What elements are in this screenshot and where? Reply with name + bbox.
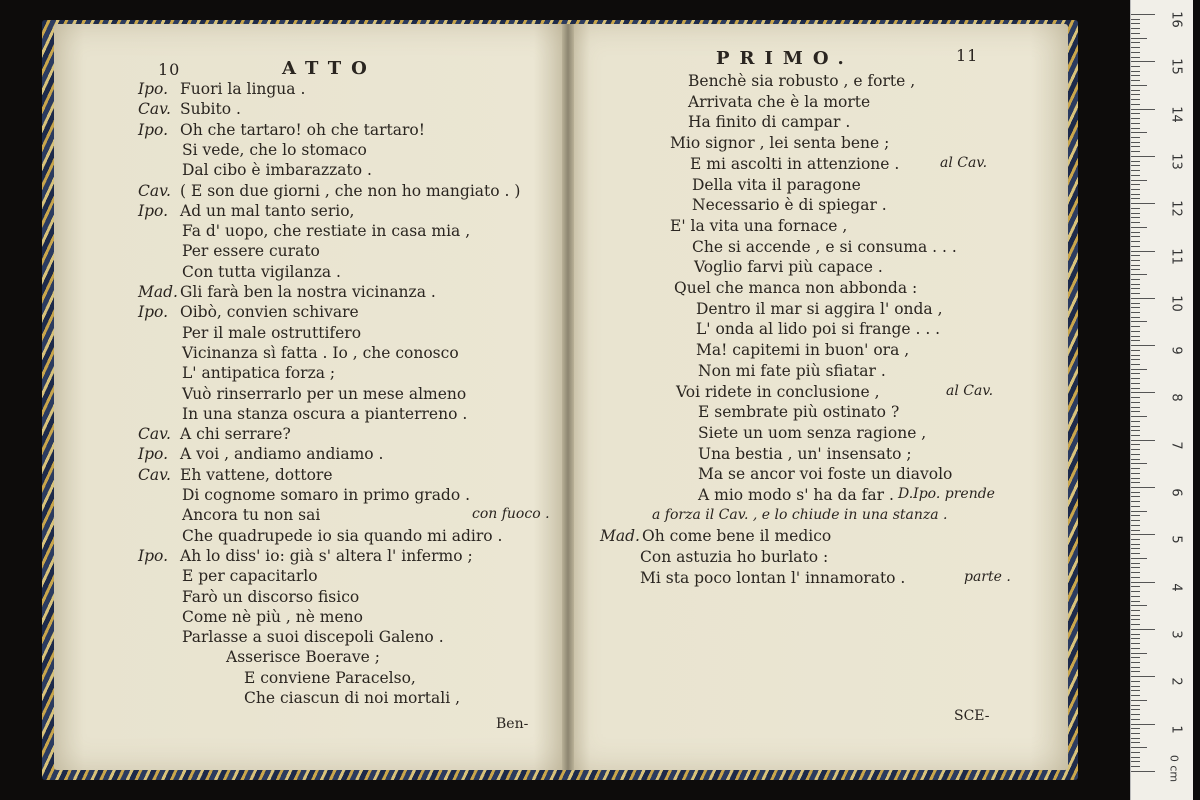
ruler-tick: [1131, 482, 1140, 483]
ruler-number: 10: [1168, 295, 1184, 312]
ruler-tick: [1131, 28, 1140, 29]
ruler-tick: [1131, 638, 1140, 639]
verse-line: Si vede, che lo stomaco: [182, 140, 367, 159]
verse-line: Fa d' uopo, che restiate in casa mia ,: [182, 222, 471, 241]
verse-line: Ma! capitemi in buon' ora ,: [696, 341, 910, 360]
stage-direction: parte .: [964, 568, 1011, 585]
speaker-name: Mad.: [600, 527, 640, 546]
right-running-head: PRIMO.: [716, 48, 854, 69]
ruler-tick: [1131, 709, 1140, 710]
ruler-tick: [1131, 274, 1147, 275]
ruler-tick: [1131, 705, 1140, 706]
verse-line: Subito .: [180, 100, 241, 119]
ruler-tick: [1131, 364, 1140, 365]
ruler-tick: [1131, 194, 1140, 195]
ruler-tick: [1131, 288, 1140, 289]
ruler-number: 9: [1168, 346, 1184, 355]
ruler-tick: [1131, 681, 1140, 682]
ruler-tick: [1131, 151, 1140, 152]
ruler-tick: [1131, 165, 1140, 166]
ruler-tick: [1131, 733, 1140, 734]
verse-line: Dentro il mar si aggira l' onda ,: [696, 299, 943, 318]
ruler-tick: [1131, 690, 1140, 691]
ruler-tick: [1131, 700, 1147, 701]
ruler-tick: [1131, 128, 1140, 129]
ruler-tick: [1131, 142, 1140, 143]
ruler-tick: [1131, 279, 1140, 280]
ruler-tick: [1131, 208, 1140, 209]
ruler-tick: [1131, 591, 1140, 592]
ruler-tick: [1131, 369, 1147, 370]
verse-line: A voi , andiamo andiamo .: [180, 445, 384, 464]
verse-line: Come nè più , nè meno: [182, 607, 363, 626]
ruler-tick: [1131, 402, 1140, 403]
ruler-tick: [1131, 359, 1140, 360]
ruler-tick: [1131, 307, 1140, 308]
ruler-tick: [1131, 336, 1140, 337]
ruler-tick: [1131, 719, 1140, 720]
verse-line: L' antipatica forza ;: [182, 364, 336, 383]
ruler-tick: [1131, 468, 1140, 469]
ruler-tick: [1131, 317, 1140, 318]
ruler-tick: [1131, 766, 1140, 767]
ruler-tick: [1131, 454, 1140, 455]
verse-line: Per essere curato: [182, 242, 320, 261]
verse-line: Che si accende , e si consuma . . .: [692, 237, 957, 256]
ruler-tick: [1131, 435, 1140, 436]
ruler-tick: [1131, 222, 1140, 223]
ruler-tick: [1131, 265, 1140, 266]
ruler-tick: [1131, 634, 1140, 635]
left-running-head: ATTO: [282, 58, 377, 79]
ruler-tick: [1131, 407, 1140, 408]
ruler-number: 14: [1168, 105, 1184, 123]
ruler-tick: [1131, 463, 1147, 464]
verse-line: Della vita il paragone: [692, 175, 861, 194]
speaker-name: Ipo.: [138, 546, 169, 565]
verse-line: Con astuzia ho burlato :: [640, 548, 829, 567]
ruler-tick: [1131, 601, 1140, 602]
ruler-number: 2: [1168, 677, 1184, 686]
ruler-tick: [1131, 478, 1140, 479]
ruler-tick: [1131, 553, 1140, 554]
ruler-tick: [1131, 57, 1140, 58]
ruler-tick: [1131, 350, 1140, 351]
ruler-tick: [1131, 747, 1147, 748]
ruler-tick: [1131, 75, 1140, 76]
ruler-tick: [1131, 771, 1155, 772]
ruler-tick: [1131, 530, 1140, 531]
stage-direction: con fuoco .: [472, 506, 550, 523]
ruler-tick: [1131, 156, 1155, 157]
ruler-tick: [1131, 19, 1140, 20]
ruler-tick: [1131, 421, 1140, 422]
ruler-number: 3: [1168, 630, 1184, 639]
verse-line: E' la vita una fornace ,: [670, 216, 848, 235]
verse-line: Ah lo diss' io: già s' altera l' infermo ;: [180, 546, 473, 565]
ruler-tick: [1131, 355, 1140, 356]
verse-line: Che quadrupede io sia quando mi adiro .: [182, 526, 503, 545]
ruler-tick: [1131, 198, 1140, 199]
speaker-name: Cav.: [138, 100, 171, 119]
ruler-tick: [1131, 506, 1140, 507]
verse-line: L' onda al lido poi si frange . . .: [696, 320, 941, 339]
verse-line: Vicinanza sì fatta . Io , che conosco: [182, 343, 459, 362]
verse-line: Oh come bene il medico: [642, 527, 832, 546]
ruler-tick: [1131, 94, 1140, 95]
verse-line: Mi sta poco lontan l' innamorato .: [640, 568, 906, 587]
ruler-tick: [1131, 648, 1140, 649]
ruler-tick: [1131, 724, 1155, 725]
ruler-tick: [1131, 85, 1147, 86]
ruler-tick: [1131, 657, 1140, 658]
verse-line: Parlasse a suoi discepoli Galeno .: [182, 628, 444, 647]
ruler-tick: [1131, 738, 1140, 739]
ruler-tick: [1131, 373, 1140, 374]
ruler-tick: [1131, 397, 1140, 398]
speaker-name: Ipo.: [138, 120, 169, 139]
ruler-number: 4: [1168, 582, 1184, 592]
ruler-tick: [1131, 33, 1140, 34]
verse-line: Che ciascun di noi mortali ,: [244, 689, 461, 707]
stage-direction: al Cav.: [940, 154, 988, 171]
verse-line: Eh vattene, dottore: [180, 465, 333, 484]
ruler-tick: [1131, 686, 1140, 687]
ruler-tick: [1131, 383, 1140, 384]
verse-line: Mio signor , lei senta bene ;: [670, 134, 890, 153]
verse-line: Vuò rinserrarlo per un mese almeno: [182, 384, 467, 403]
ruler-tick: [1131, 582, 1155, 583]
verse-line: Benchè sia robusto , e forte ,: [688, 72, 916, 90]
ruler-tick: [1131, 444, 1140, 445]
ruler-tick: [1131, 643, 1140, 644]
speaker-name: Ipo.: [138, 445, 169, 464]
ruler-tick: [1131, 511, 1147, 512]
verse-line: Dal cibo è imbarazzato .: [182, 161, 372, 180]
ruler-tick: [1131, 501, 1140, 502]
ruler-tick: [1131, 440, 1155, 441]
ruler-tick: [1131, 331, 1140, 332]
verse-line: E mi ascolti in attenzione .: [690, 154, 900, 173]
ruler-tick: [1131, 548, 1140, 549]
ruler-tick: [1131, 473, 1140, 474]
ruler-tick: [1131, 298, 1155, 299]
ruler-tick: [1131, 284, 1140, 285]
verse-line: Ancora tu non sai: [182, 506, 321, 525]
ruler-number: 5: [1168, 535, 1184, 544]
ruler-tick: [1131, 312, 1140, 313]
ruler-tick: [1131, 714, 1140, 715]
ruler-tick: [1131, 392, 1155, 393]
verse-line: Per il male ostruttifero: [182, 323, 362, 342]
ruler-tick: [1131, 269, 1140, 270]
ruler-tick: [1131, 90, 1140, 91]
ruler-tick: [1131, 605, 1147, 606]
ruler-tick: [1131, 66, 1140, 67]
verse-line: Ha finito di campar .: [688, 113, 851, 132]
ruler-tick: [1131, 38, 1147, 39]
ruler-tick: [1131, 525, 1140, 526]
ruler-tick: [1131, 567, 1140, 568]
ruler-tick: [1131, 515, 1140, 516]
ruler-tick: [1131, 123, 1140, 124]
right-page-number: 11: [956, 46, 979, 65]
verse-line: Oibò, convien schivare: [180, 303, 359, 322]
verse-line: Fuori la lingua .: [180, 80, 306, 98]
ruler-tick: [1131, 203, 1155, 204]
ruler-number: 16: [1168, 11, 1184, 28]
ruler-tick: [1131, 321, 1147, 322]
ruler-number: 15: [1168, 58, 1184, 76]
ruler-tick: [1131, 246, 1140, 247]
ruler-tick: [1131, 492, 1140, 493]
ruler-tick: [1131, 752, 1140, 753]
ruler-tick: [1131, 496, 1140, 497]
verse-line: Siete un uom senza ragione ,: [698, 423, 927, 442]
ruler-number: 7: [1168, 441, 1184, 450]
ruler-tick: [1131, 170, 1140, 171]
speaker-name: Ipo.: [138, 80, 169, 98]
ruler-number: 11: [1168, 247, 1184, 265]
ruler-number: 1: [1168, 724, 1184, 734]
ruler-tick: [1131, 487, 1155, 488]
ruler-tick: [1131, 563, 1140, 564]
verse-line: Con tutta vigilanza .: [182, 262, 341, 281]
right-catchword: SCE-: [954, 708, 990, 724]
ruler-tick: [1131, 426, 1140, 427]
ruler-tick: [1131, 742, 1140, 743]
ruler-tick: [1131, 217, 1140, 218]
ruler-tick: [1131, 596, 1140, 597]
verse-line: Voglio farvi più capace .: [694, 258, 883, 277]
ruler-tick: [1131, 241, 1140, 242]
speaker-name: Mad.: [138, 283, 178, 301]
verse-line: Arrivata che è la morte: [688, 92, 871, 111]
ruler-tick: [1131, 232, 1140, 233]
ruler-tick: [1131, 326, 1140, 327]
ruler-tick: [1131, 610, 1140, 611]
ruler-tick: [1131, 345, 1155, 346]
ruler-tick: [1131, 137, 1140, 138]
ruler-tick: [1131, 113, 1140, 114]
ruler-tick: [1131, 416, 1147, 417]
ruler-tick: [1131, 728, 1140, 729]
left-page-number: 10: [158, 60, 181, 79]
verse-line: E per capacitarlo: [182, 567, 318, 586]
verse-line: Ad un mal tanto serio,: [180, 201, 355, 220]
ruler-tick: [1131, 662, 1140, 663]
verse-line: Voi ridete in conclusione ,: [676, 382, 880, 401]
ruler-tick: [1131, 459, 1140, 460]
ruler-tick: [1131, 109, 1155, 110]
ruler-tick: [1131, 449, 1140, 450]
ruler-unit-label: 0 cm: [1167, 754, 1181, 783]
ruler-tick: [1131, 572, 1140, 573]
verse-line: Una bestia , un' insensato ;: [698, 444, 912, 463]
ruler-tick: [1131, 71, 1140, 72]
ruler-tick: [1131, 184, 1140, 185]
ruler-tick: [1131, 47, 1140, 48]
ruler-tick: [1131, 761, 1140, 762]
ruler-number: 8: [1168, 393, 1184, 403]
left-catchword: Ben-: [496, 716, 529, 732]
verse-line: Ma se ancor voi foste un diavolo: [698, 465, 953, 484]
ruler-tick: [1131, 99, 1140, 100]
ruler-tick: [1131, 340, 1140, 341]
ruler-tick: [1131, 757, 1140, 758]
verse-line: ( E son due giorni , che non ho mangiato . ): [180, 181, 521, 200]
ruler-tick: [1131, 544, 1140, 545]
ruler-tick: [1131, 14, 1155, 15]
ruler-tick: [1131, 671, 1140, 672]
ruler-tick: [1131, 42, 1140, 43]
stage-direction: D.Ipo. prende: [898, 486, 995, 502]
verse-line: Necessario è di spiegar .: [692, 196, 887, 215]
ruler-tick: [1131, 260, 1140, 261]
ruler-tick: [1131, 52, 1140, 53]
ruler-tick: [1131, 23, 1140, 24]
ruler-tick: [1131, 132, 1147, 133]
ruler-tick: [1131, 619, 1140, 620]
verse-line: Gli farà ben la nostra vicinanza .: [180, 283, 436, 301]
ruler-tick: [1131, 430, 1140, 431]
ruler-tick: [1131, 667, 1140, 668]
verse-line: In una stanza oscura a pianterreno .: [182, 404, 468, 423]
speaker-name: Cav.: [138, 425, 171, 444]
speaker-name: Cav.: [138, 465, 171, 484]
ruler-tick: [1131, 189, 1140, 190]
verse-line: Quel che manca non abbonda :: [674, 279, 918, 297]
ruler-tick: [1131, 534, 1155, 535]
ruler-tick: [1131, 161, 1140, 162]
ruler-tick: [1131, 80, 1140, 81]
ruler-tick: [1131, 653, 1147, 654]
ruler-tick: [1131, 695, 1140, 696]
ruler-tick: [1131, 411, 1140, 412]
stage-direction: al Cav.: [946, 382, 994, 399]
verse-line: Di cognome somaro in primo grado .: [182, 486, 471, 504]
ruler-tick: [1131, 558, 1147, 559]
verse-line: Non mi fate più sfiatar .: [698, 361, 886, 380]
ruler-number: 13: [1168, 153, 1184, 170]
ruler-number: 12: [1168, 200, 1184, 217]
ruler-tick: [1131, 236, 1140, 237]
ruler-tick: [1131, 180, 1147, 181]
measuring-ruler: [1130, 0, 1193, 800]
ruler-tick: [1131, 615, 1140, 616]
ruler-tick: [1131, 293, 1140, 294]
verse-line: Farò un discorso fisico: [182, 587, 360, 606]
ruler-tick: [1131, 577, 1140, 578]
verse-line: E conviene Paracelso,: [244, 668, 416, 687]
book-gutter: [562, 24, 574, 770]
ruler-tick: [1131, 624, 1140, 625]
ruler-tick: [1131, 213, 1140, 214]
ruler-number: 6: [1168, 488, 1184, 497]
ruler-tick: [1131, 175, 1140, 176]
verse-line: Oh che tartaro! oh che tartaro!: [180, 120, 425, 139]
verse-line: E sembrate più ostinato ?: [698, 403, 900, 422]
ruler-tick: [1131, 378, 1140, 379]
ruler-tick: [1131, 227, 1147, 228]
speaker-name: Cav.: [138, 181, 171, 200]
ruler-tick: [1131, 586, 1140, 587]
ruler-tick: [1131, 539, 1140, 540]
ruler-tick: [1131, 629, 1155, 630]
stage-direction: a forza il Cav. , e lo chiude in una stanza .: [652, 506, 948, 523]
verse-line: A chi serrare?: [180, 425, 291, 444]
ruler-tick: [1131, 61, 1155, 62]
ruler-tick: [1131, 251, 1155, 252]
ruler-tick: [1131, 146, 1140, 147]
ruler-tick: [1131, 255, 1140, 256]
verse-line: A mio modo s' ha da far .: [698, 486, 894, 504]
speaker-name: Ipo.: [138, 201, 169, 220]
ruler-tick: [1131, 104, 1140, 105]
ruler-tick: [1131, 303, 1140, 304]
ruler-tick: [1131, 676, 1155, 677]
verse-line: Asserisce Boerave ;: [226, 648, 381, 667]
ruler-tick: [1131, 118, 1140, 119]
speaker-name: Ipo.: [138, 303, 169, 322]
ruler-tick: [1131, 520, 1140, 521]
ruler-tick: [1131, 388, 1140, 389]
